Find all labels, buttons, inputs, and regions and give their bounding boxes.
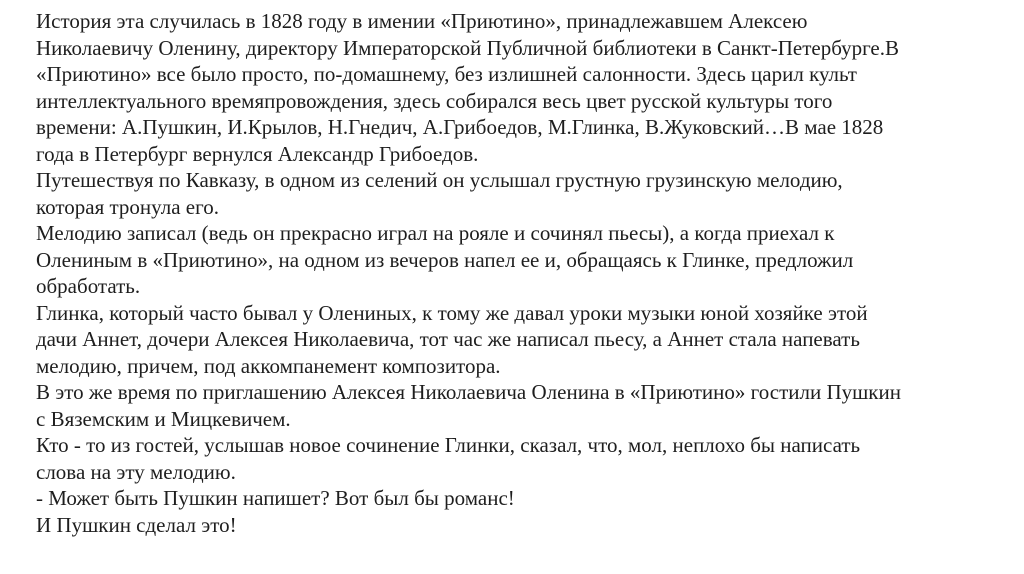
text-line: И Пушкин сделал это! bbox=[36, 512, 237, 537]
paragraph-ending bbox=[36, 512, 1011, 539]
text-line: обработать. bbox=[36, 274, 141, 298]
text-line: История эта случилась в 1828 году в имении «Приютино», принадлежавшем Алексею bbox=[36, 9, 808, 33]
text-line: с Вяземским и Мицкевичем. bbox=[36, 406, 291, 431]
text-line: В это же время по приглашению Алексея Николаевича Оленина в «Приютино» гостили Пушкин bbox=[36, 380, 901, 404]
text-line: времени: А.Пушкин, И.Крылов, Н.Гнедич, А.Грибоедов, М.Глинка, В.Жуковский…В мае 1828 bbox=[36, 115, 884, 139]
paragraph-melody bbox=[36, 220, 1011, 300]
paragraph-romance bbox=[36, 485, 1011, 512]
paragraph-glinka bbox=[36, 300, 1011, 380]
paragraph-caucasus bbox=[36, 167, 1011, 220]
text-line: интеллектуального времяпровождения, здесь собирался весь цвет русской культуры того bbox=[36, 88, 833, 113]
story-text-block bbox=[36, 8, 1011, 538]
text-line: Кто - то из гостей, услышав новое сочинение Глинки, сказал, что, мол, неплохо бы написать bbox=[36, 433, 861, 457]
text-line: Олениным в «Приютино», на одном из вечеров напел ее и, обращаясь к Глинке, предложил bbox=[36, 247, 854, 272]
text-line: года в Петербург вернулся Александр Грибоедов. bbox=[36, 141, 479, 166]
text-line: «Приютино» все было просто, по-домашнему, без излишней салонности. Здесь царил культ bbox=[36, 62, 857, 86]
text-line: Мелодию записал (ведь он прекрасно играл на рояле и сочинял пьесы), а когда приехал к bbox=[36, 221, 835, 245]
text-line: которая тронула его. bbox=[36, 194, 219, 219]
text-line: Путешествуя по Кавказу, в одном из селений он услышал грустную грузинскую мелодию, bbox=[36, 168, 843, 192]
text-line: Глинка, который часто бывал у Олениных, к тому же давал уроки музыки юной хозяйке этой bbox=[36, 300, 868, 325]
text-line: - Может быть Пушкин напишет? Вот был бы романс! bbox=[36, 486, 515, 510]
paragraph-guests bbox=[36, 379, 1011, 432]
paragraph-words bbox=[36, 432, 1011, 485]
text-line: слова на эту мелодию. bbox=[36, 459, 236, 484]
paragraph-intro bbox=[36, 8, 1011, 167]
text-line: дачи Аннет, дочери Алексея Николаевича, тот час же написал пьесу, а Аннет стала напевать bbox=[36, 327, 860, 351]
text-line: мелодию, причем, под аккомпанемент композитора. bbox=[36, 353, 501, 378]
text-line: Николаевичу Оленину, директору Императорской Публичной библиотеки в Санкт-Петербурге.В bbox=[36, 35, 899, 60]
